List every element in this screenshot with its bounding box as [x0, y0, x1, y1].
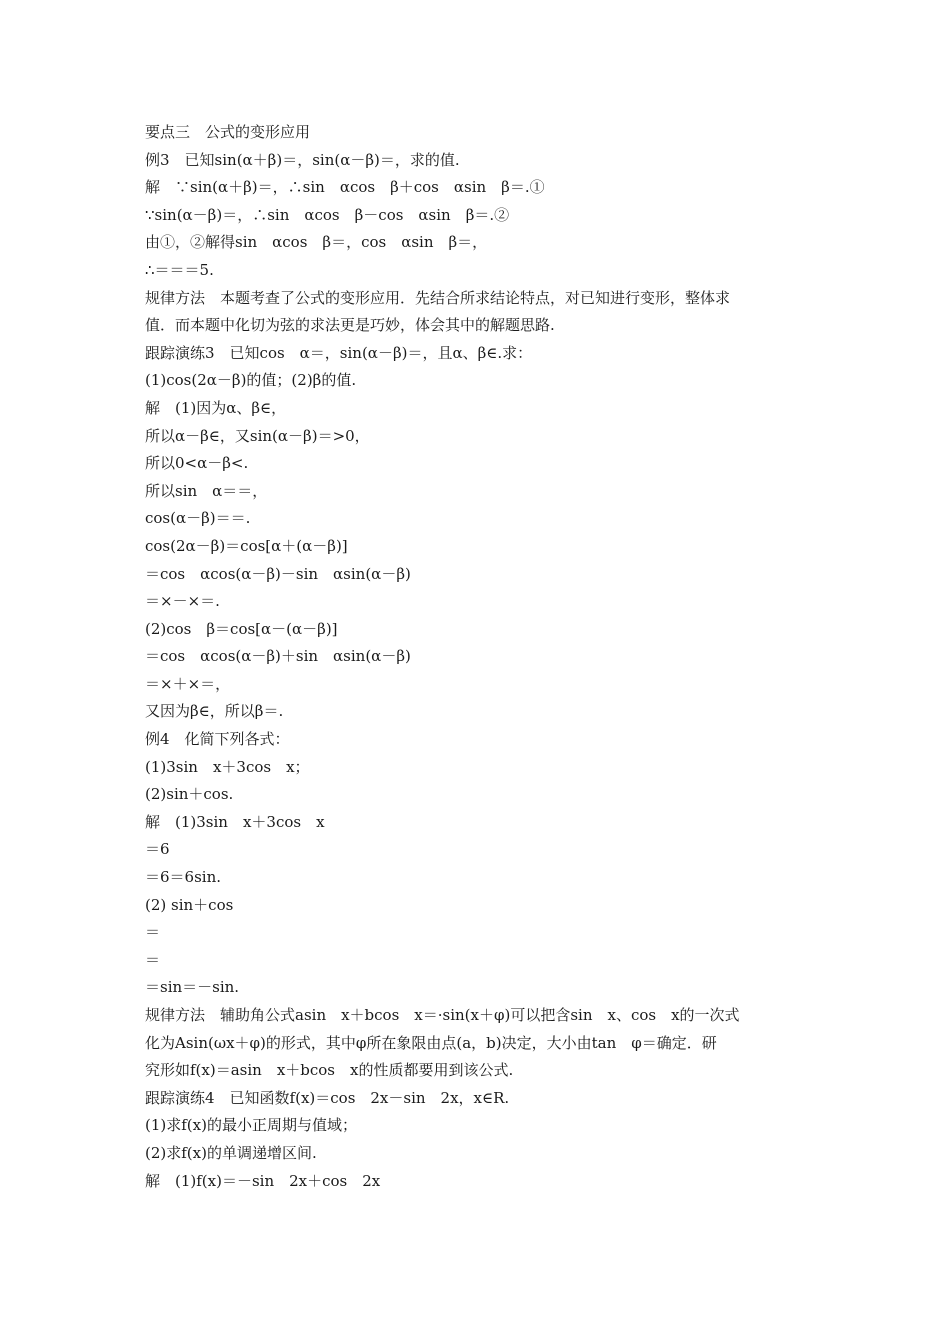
document-body: [145, 119, 815, 1195]
text-line: 解 (1)3sin x＋3cos x: [145, 812, 325, 831]
text-line: (2) sin＋cos: [145, 895, 234, 914]
text-line: ＝×－×＝.: [145, 592, 220, 611]
method-note: 究形如f(x)＝asin x＋bcos x的性质都要用到该公式.: [145, 1061, 514, 1080]
method-note: 化为Asin(ωx＋φ)的形式，其中φ所在象限由点(a，b)决定，大小由tan φ＝确定．研: [145, 1033, 717, 1052]
text-line: ＝×＋×＝，: [145, 674, 231, 693]
text-line: (2)sin＋cos.: [145, 785, 234, 804]
section-heading: 要点三 公式的变形应用: [145, 123, 311, 141]
text-line: 所以α－β∈，又sin(α－β)＝>0，: [145, 426, 370, 445]
text-line: ＝6＝6sin.: [145, 868, 222, 887]
text-line: (2)求f(x)的单调递增区间.: [145, 1143, 317, 1162]
example-3-problem: 例3 已知sin(α＋β)＝，sin(α－β)＝，求的值.: [145, 150, 460, 169]
text-line: 解 ∵sin(α＋β)＝，∴sin αcos β＋cos αsin β＝.①: [145, 178, 545, 197]
text-line: 所以0<α－β<.: [145, 454, 249, 473]
text-line: 又因为β∈，所以β＝.: [145, 702, 284, 721]
text-line: ＝sin＝－sin.: [145, 978, 240, 997]
text-line: ＝cos αcos(α－β)＋sin αsin(α－β): [145, 647, 411, 666]
method-note: 规律方法 辅助角公式asin x＋bcos x＝·sin(x＋φ)可以把含sin x、cos x的一次式: [145, 1006, 740, 1024]
text-line: 解 (1)因为α、β∈，: [145, 398, 287, 417]
text-line: (1)3sin x＋3cos x；: [145, 757, 310, 776]
text-line: ＝: [145, 950, 161, 969]
text-line: (1)求f(x)的最小正周期与值域；: [145, 1116, 357, 1135]
text-line: ∵sin(α－β)＝，∴sin αcos β－cos αsin β＝.②: [145, 205, 510, 224]
text-line: 所以sin α＝＝，: [145, 481, 268, 500]
text-line: 由①，②解得sin αcos β＝，cos αsin β＝，: [145, 233, 488, 252]
method-note: 值．而本题中化切为弦的求法更是巧妙，体会其中的解题思路.: [145, 316, 555, 335]
exercise-3-problem: 跟踪演练3 已知cos α＝，sin(α－β)＝，且α、β∈.求：: [145, 343, 533, 362]
text-line: cos(2α－β)＝cos[α＋(α－β)]: [145, 536, 348, 555]
text-line: ∴＝＝＝5.: [145, 260, 214, 279]
text-line: ＝: [145, 923, 161, 942]
text-line: (1)cos(2α－β)的值；(2)β的值.: [145, 371, 357, 390]
method-note: 规律方法 本题考查了公式的变形应用．先结合所求结论特点，对已知进行变形，整体求: [145, 288, 731, 307]
exercise-4-problem: 跟踪演练4 已知函数f(x)＝cos 2x－sin 2x，x∈R.: [145, 1088, 510, 1107]
text-line: ＝cos αcos(α－β)－sin αsin(α－β): [145, 564, 411, 583]
text-line: ＝6: [145, 840, 170, 859]
text-line: (2)cos β＝cos[α－(α－β)]: [145, 619, 338, 638]
text-line: cos(α－β)＝＝.: [145, 509, 251, 528]
text-line: 解 (1)f(x)＝－sin 2x＋cos 2x: [145, 1171, 381, 1190]
example-4-problem: 例4 化简下列各式：: [145, 730, 290, 749]
